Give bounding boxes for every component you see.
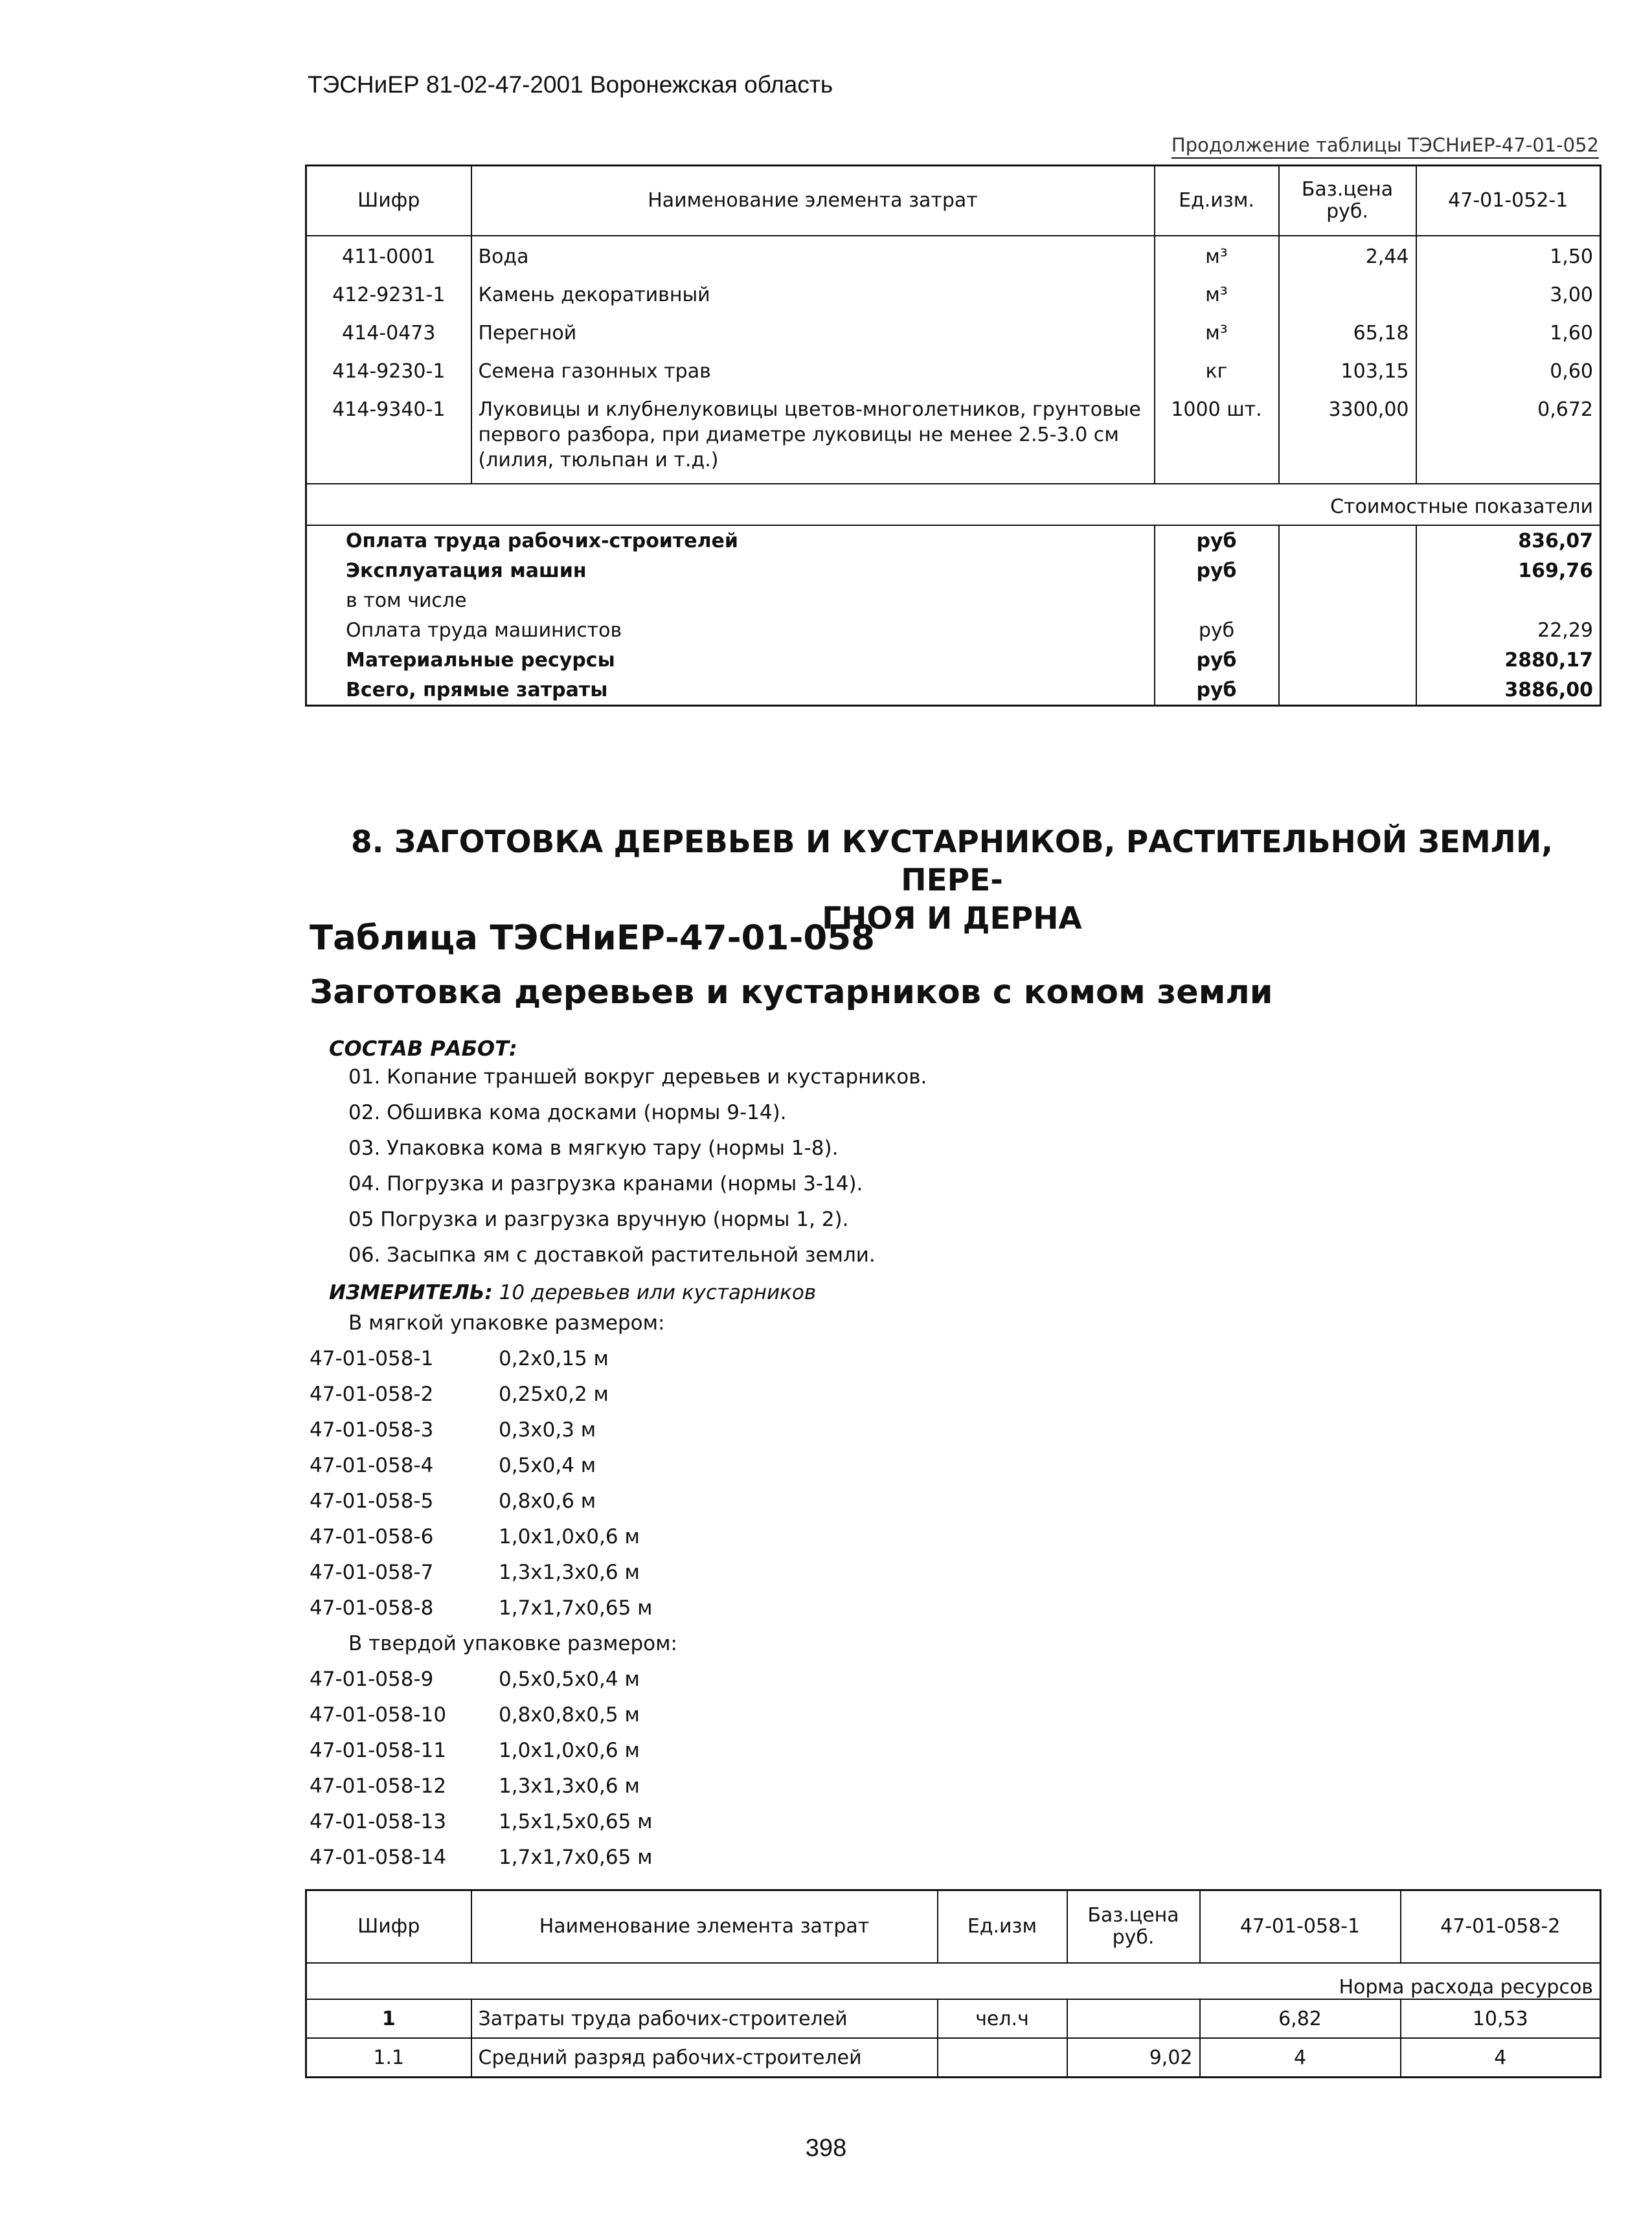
table-continuation-note: Продолжение таблицы ТЭСНиЕР-47-01-052	[1171, 134, 1599, 159]
table-row	[306, 236, 1601, 275]
row-name: Затраты труда рабочих-строителей	[471, 1999, 938, 2038]
row-price	[1067, 1999, 1200, 2038]
norm-size: 1,3х1,3х0,6 м	[499, 1561, 640, 1584]
cost-row	[306, 645, 1601, 675]
row-price: 9,02	[1067, 2038, 1200, 2078]
norm-code: 47-01-058-12	[310, 1774, 447, 1798]
cost-empty	[1279, 675, 1416, 706]
cost-name: Всего, прямые затраты	[306, 675, 1155, 706]
row-code: 414-9340-1	[306, 389, 471, 484]
col-header-norm: 47-01-052-1	[1416, 166, 1601, 236]
norm-size: 1,7х1,7х0,65 м	[499, 1846, 653, 1869]
norm-size: 1,5х1,5х0,65 м	[499, 1810, 653, 1833]
norm-size: 1,3х1,3х0,6 м	[499, 1774, 640, 1798]
cost-unit: руб	[1155, 556, 1279, 585]
cost-unit: руб	[1155, 645, 1279, 675]
row-code: 414-0473	[306, 313, 471, 351]
cost-empty	[1279, 585, 1416, 615]
table-title: Таблица ТЭСНиЕР-47-01-058	[310, 918, 875, 958]
cost-value: 22,29	[1416, 615, 1601, 645]
soft-package-heading: В мягкой упаковке размером:	[348, 1311, 665, 1335]
row-unit: м³	[1155, 236, 1279, 275]
row-name: Семена газонных трав	[471, 351, 1155, 389]
cost-value: 169,76	[1416, 556, 1601, 585]
cost-name: в том числе	[306, 585, 1155, 615]
resource-table-058	[305, 1889, 1601, 2078]
table-row	[306, 1999, 1601, 2038]
col-header-unit: Ед.изм	[938, 1890, 1067, 1964]
row-price: 2,44	[1279, 236, 1416, 275]
row-name: Луковицы и клубнелуковицы цветов-многолетников, грунтовые первого разбора, при диаметре луковицы не менее 2.5-3.0 см (лилия, тюльпан и т.д.)	[471, 389, 1155, 484]
row-name: Средний разряд рабочих-строителей	[471, 2038, 938, 2078]
cost-unit: руб	[1155, 615, 1279, 645]
norm-code: 47-01-058-8	[310, 1596, 434, 1620]
norm-code: 47-01-058-3	[310, 1418, 434, 1442]
section-title-line2: ГНОЯ И ДЕРНА	[822, 900, 1082, 936]
norm-code: 47-01-058-1	[310, 1347, 434, 1370]
cost-value: 2880,17	[1416, 645, 1601, 675]
row-name: Вода	[471, 236, 1155, 275]
row-value: 0,672	[1416, 389, 1601, 484]
cost-unit: руб	[1155, 525, 1279, 556]
cost-name: Эксплуатация машин	[306, 556, 1155, 585]
cost-empty	[1279, 556, 1416, 585]
col-header-price: Баз.цена руб.	[1279, 166, 1416, 236]
col-header-unit: Ед.изм.	[1155, 166, 1279, 236]
row-code: 412-9231-1	[306, 275, 471, 313]
row-unit: м³	[1155, 275, 1279, 313]
norm-size: 1,0х1,0х0,6 м	[499, 1739, 640, 1762]
row-code: 414-9230-1	[306, 351, 471, 389]
col-header-name: Наименование элемента затрат	[471, 166, 1155, 236]
norm-size: 0,8х0,8х0,5 м	[499, 1703, 640, 1727]
col-header-code: Шифр	[306, 166, 471, 236]
table-subtitle: Заготовка деревьев и кустарников с комом земли	[310, 973, 1273, 1012]
cost-row	[306, 675, 1601, 706]
hard-package-heading: В твердой упаковке размером:	[348, 1632, 677, 1655]
norm-code: 47-01-058-10	[310, 1703, 447, 1727]
row-unit	[938, 2038, 1067, 2078]
section-row	[306, 1963, 1601, 1999]
table-row	[306, 275, 1601, 313]
norm-code: 47-01-058-7	[310, 1561, 434, 1584]
measure-line	[329, 1281, 816, 1304]
norm-code: 47-01-058-9	[310, 1668, 434, 1691]
norm-size: 0,5х0,4 м	[499, 1454, 596, 1477]
row-unit: чел.ч	[938, 1999, 1067, 2038]
table-row	[306, 2038, 1601, 2078]
table-row	[306, 351, 1601, 389]
row-value-2: 4	[1401, 2038, 1601, 2078]
cost-name: Оплата труда машинистов	[306, 615, 1155, 645]
norm-size: 0,25х0,2 м	[499, 1383, 609, 1406]
work-item: 03. Упаковка кома в мягкую тару (нормы 1-8).	[348, 1137, 839, 1160]
table-row	[306, 313, 1601, 351]
cost-empty	[1279, 645, 1416, 675]
cost-value: 836,07	[1416, 525, 1601, 556]
row-code: 1	[306, 1999, 471, 2038]
cost-unit: руб	[1155, 675, 1279, 706]
cost-name: Материальные ресурсы	[306, 645, 1155, 675]
row-price: 65,18	[1279, 313, 1416, 351]
table-row	[306, 389, 1601, 484]
norm-size: 1,7х1,7х0,65 м	[499, 1596, 653, 1620]
cost-name: Оплата труда рабочих-строителей	[306, 525, 1155, 556]
measure-label: ИЗМЕРИТЕЛЬ:	[329, 1281, 493, 1304]
row-code: 411-0001	[306, 236, 471, 275]
work-item: 06. Засыпка ям с доставкой растительной земли.	[348, 1243, 876, 1267]
work-item: 04. Погрузка и разгрузка кранами (нормы 3-14).	[348, 1172, 863, 1196]
resource-table-052	[305, 164, 1601, 707]
row-price: 103,15	[1279, 351, 1416, 389]
norm-size: 0,8х0,6 м	[499, 1490, 596, 1513]
measure-value: 10 деревьев или кустарников	[499, 1281, 817, 1304]
col-header-norm-1: 47-01-058-1	[1200, 1890, 1401, 1964]
cost-row	[306, 615, 1601, 645]
row-unit: м³	[1155, 313, 1279, 351]
running-header: ТЭСНиЕР 81-02-47-2001 Воронежская область	[308, 71, 833, 98]
section-label: Стоимостные показатели	[306, 484, 1601, 525]
norm-size: 1,0х1,0х0,6 м	[499, 1525, 640, 1548]
norm-code: 47-01-058-14	[310, 1846, 447, 1869]
row-value-1: 6,82	[1200, 1999, 1401, 2038]
cost-value: 3886,00	[1416, 675, 1601, 706]
cost-row	[306, 525, 1601, 556]
row-value: 3,00	[1416, 275, 1601, 313]
section-title-line1: 8. ЗАГОТОВКА ДЕРЕВЬЕВ И КУСТАРНИКОВ, РАСТИТЕЛЬНОЙ ЗЕМЛИ, ПЕРЕ-	[350, 824, 1554, 898]
work-composition-heading: СОСТАВ РАБОТ:	[329, 1036, 517, 1061]
col-header-norm-2: 47-01-058-2	[1401, 1890, 1601, 1964]
cost-unit	[1155, 585, 1279, 615]
norm-code: 47-01-058-2	[310, 1383, 434, 1406]
row-value-1: 4	[1200, 2038, 1401, 2078]
row-value: 1,60	[1416, 313, 1601, 351]
norm-size: 0,5х0,5х0,4 м	[499, 1668, 640, 1691]
row-unit: кг	[1155, 351, 1279, 389]
row-unit: 1000 шт.	[1155, 389, 1279, 484]
row-name: Камень декоративный	[471, 275, 1155, 313]
cost-value	[1416, 585, 1601, 615]
work-item: 02. Обшивка кома досками (нормы 9-14).	[348, 1101, 787, 1124]
row-value-2: 10,53	[1401, 1999, 1601, 2038]
row-name: Перегной	[471, 313, 1155, 351]
row-value: 0,60	[1416, 351, 1601, 389]
norm-code: 47-01-058-6	[310, 1525, 434, 1548]
norm-code: 47-01-058-4	[310, 1454, 434, 1477]
cost-empty	[1279, 525, 1416, 556]
work-item: 05 Погрузка и разгрузка вручную (нормы 1, 2).	[348, 1208, 849, 1231]
cost-row	[306, 556, 1601, 585]
col-header-price: Баз.цена руб.	[1067, 1890, 1200, 1964]
row-price: 3300,00	[1279, 389, 1416, 484]
row-value: 1,50	[1416, 236, 1601, 275]
col-header-name: Наименование элемента затрат	[471, 1890, 938, 1964]
section-row	[306, 484, 1601, 525]
norm-code: 47-01-058-13	[310, 1810, 447, 1833]
cost-empty	[1279, 615, 1416, 645]
cost-row	[306, 585, 1601, 615]
section-label: Норма расхода ресурсов	[306, 1963, 1601, 1999]
norm-size: 0,2х0,15 м	[499, 1347, 609, 1370]
norm-code: 47-01-058-5	[310, 1490, 434, 1513]
page-number: 398	[805, 2135, 847, 2162]
work-item: 01. Копание траншей вокруг деревьев и кустарников.	[348, 1065, 927, 1089]
norm-code: 47-01-058-11	[310, 1739, 447, 1762]
row-code: 1.1	[306, 2038, 471, 2078]
norm-size: 0,3х0,3 м	[499, 1418, 596, 1442]
row-price	[1279, 275, 1416, 313]
col-header-code: Шифр	[306, 1890, 471, 1964]
